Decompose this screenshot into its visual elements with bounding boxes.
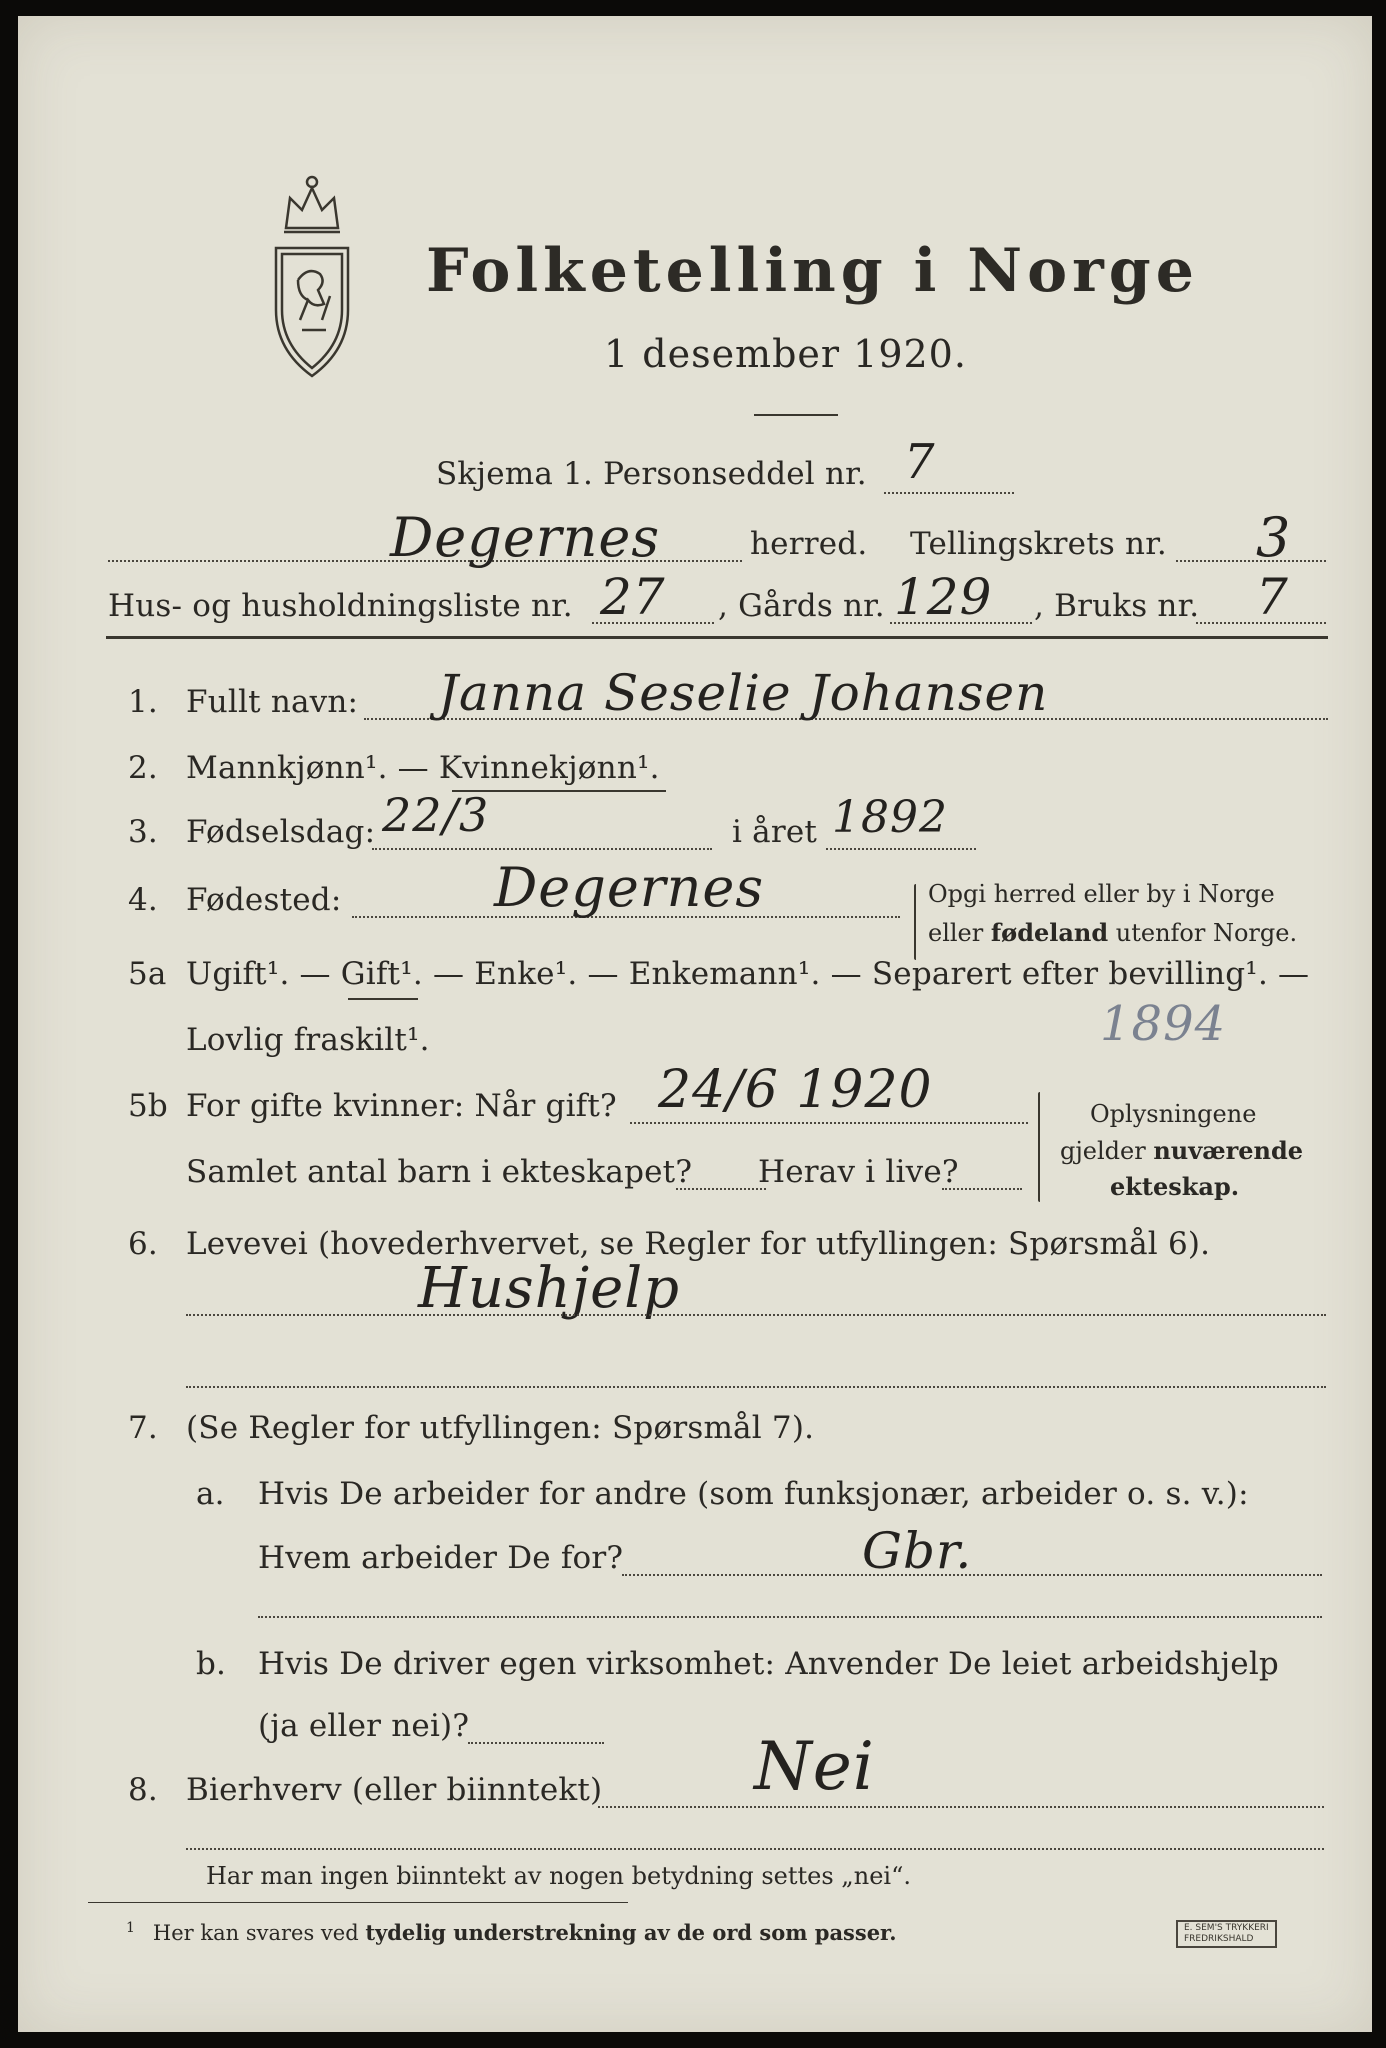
q5a-label: Ugift¹. — Gift¹. — Enke¹. — Enkemann¹. — Separert efter bevilling¹. — (186, 956, 1310, 992)
q8-line2 (186, 1848, 1324, 1850)
q4-note-line1: Opgi herred eller by i Norge (928, 880, 1275, 908)
footnote-number: 1 (126, 1920, 135, 1936)
hus-label: Hus- og husholdningsliste nr. (108, 588, 573, 624)
census-form-sheet (18, 16, 1372, 2032)
title-divider (754, 414, 838, 416)
gards-value: 129 (894, 568, 993, 626)
q7b-line (468, 1742, 604, 1744)
q5b-note-line3: ekteskap. (1110, 1172, 1240, 1201)
header-rule (106, 636, 1328, 639)
q6-line2 (186, 1386, 1326, 1388)
q5b-number: 5b (128, 1088, 168, 1124)
q8-line (598, 1806, 1324, 1808)
herred-value: Degernes (390, 506, 661, 569)
q4-number: 4. (128, 882, 158, 918)
q4-value: Degernes (494, 856, 765, 919)
q1-label: Fullt navn: (186, 684, 359, 720)
q1-number: 1. (128, 684, 158, 720)
q8-number: 8. (128, 1772, 158, 1808)
herred-label: herred. (750, 526, 868, 562)
q5b-value: 24/6 1920 (658, 1060, 933, 1120)
form-title: Folketelling i Norge (426, 236, 1199, 306)
q7b-label-line2: (ja eller nei)? (258, 1708, 470, 1744)
q7-label: (Se Regler for utfyllingen: Spørsmål 7). (186, 1410, 815, 1446)
q7b-letter: b. (196, 1646, 227, 1682)
q7b-label: Hvis De driver egen virksomhet: Anvender De leiet arbeidshjelp (258, 1646, 1279, 1682)
q5b-children-line (676, 1188, 766, 1190)
q5b-note-line1: Oplysningene (1090, 1100, 1257, 1128)
footnote-rule (88, 1902, 628, 1903)
bruks-label: , Bruks nr. (1034, 588, 1200, 624)
q4-note-line2: eller fødeland utenfor Norge. (928, 918, 1298, 947)
q5b-line (630, 1122, 1028, 1124)
norwegian-coat-of-arms-icon (264, 170, 360, 382)
form-subtitle: 1 desember 1920. (604, 332, 967, 376)
q5a-underline-gift (348, 998, 418, 1000)
q6-number: 6. (128, 1226, 158, 1262)
q5b-label-line2: Samlet antal barn i ekteskapet? (186, 1154, 693, 1190)
q6-value: Hushjelp (418, 1256, 680, 1321)
q3-label: Fødselsdag: (186, 814, 376, 850)
q7a-label-line2: Hvem arbeider De for? (258, 1540, 624, 1576)
q7a-line2 (258, 1616, 1322, 1618)
q5b-label: For gifte kvinner: Når gift? (186, 1088, 617, 1124)
q6-label: Levevei (hovederhvervet, se Regler for utfyllingen: Spørsmål 6). (186, 1226, 1211, 1262)
q5b-label-line3: Herav i live? (758, 1154, 959, 1190)
q5b-note-bracket (1038, 1092, 1040, 1202)
bruks-value: 7 (1256, 568, 1289, 626)
q3-value: 22/3 (382, 788, 490, 842)
q5a-label-line2: Lovlig fraskilt¹. (186, 1022, 430, 1058)
footnote: $^1$ Her kan svares ved tydelig understrekning av de ord som passer. (126, 1920, 897, 1945)
q2-label: Mannkjønn¹. — Kvinnekjønn¹. (186, 750, 660, 786)
q8-label: Bierhverv (eller biinntekt) (186, 1772, 603, 1808)
q3-year-line (826, 848, 976, 850)
q8-value: Nei (754, 1728, 875, 1805)
q6-line1 (186, 1314, 1326, 1316)
schema-line (884, 492, 1014, 494)
schema-label: Skjema 1. Personseddel nr. (436, 456, 867, 492)
q7a-letter: a. (196, 1476, 225, 1512)
printer-stamp: E. SEM'S TRYKKERI FREDRIKSHALD (1176, 1920, 1277, 1948)
q7a-label: Hvis De arbeider for andre (som funksjonær, arbeider o. s. v.): (258, 1476, 1249, 1512)
q5a-pencil-note: 1894 (1100, 996, 1227, 1052)
schema-value: 7 (904, 434, 936, 490)
footer-note: Har man ingen biinntekt av nogen betydning settes „nei“. (206, 1862, 911, 1890)
q3-year-value: 1892 (832, 792, 948, 843)
q5b-note-line2: gjelder nuværende (1060, 1136, 1304, 1165)
q1-value: Janna Seselie Johansen (438, 664, 1049, 722)
q4-label: Fødested: (186, 882, 342, 918)
q3-number: 3. (128, 814, 158, 850)
q3-year-label: i året (732, 814, 818, 850)
krets-label: Tellingskrets nr. (910, 526, 1167, 562)
q3-line (372, 848, 712, 850)
gards-label: , Gårds nr. (718, 588, 885, 624)
krets-value: 3 (1256, 506, 1292, 569)
q2-number: 2. (128, 750, 158, 786)
hus-value: 27 (600, 568, 666, 626)
q7-number: 7. (128, 1410, 158, 1446)
q5b-alive-line (942, 1188, 1022, 1190)
q7a-value: Gbr. (862, 1522, 973, 1580)
q4-note-bracket (914, 884, 916, 960)
krets-line (1176, 560, 1326, 562)
q5a-number: 5a (128, 956, 167, 992)
